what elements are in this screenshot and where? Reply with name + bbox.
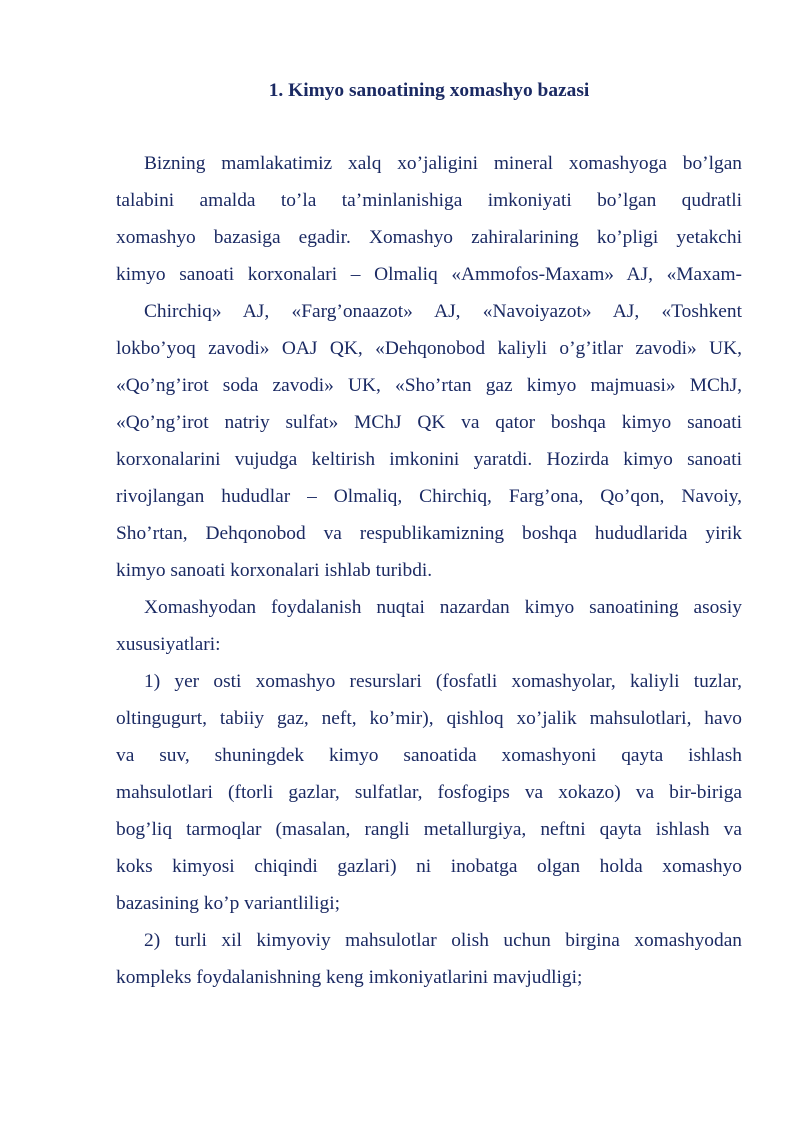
- text-line: va suv, shuningdek kimyo sanoatida xomashyoni qayta ishlash: [116, 745, 742, 766]
- text-line: bog’liq tarmoqlar (masalan, rangli metallurgiya, neftni qayta ishlash va: [116, 819, 742, 840]
- text-line: xususiyatlari:: [116, 634, 221, 655]
- text-line: talabini amalda to’la ta’minlanishiga imkoniyati bo’lgan qudratli: [116, 190, 742, 211]
- text-line: 2) turli xil kimyoviy mahsulotlar olish uchun birgina xomashyodan: [144, 930, 742, 951]
- section-title: 1. Kimyo sanoatining xomashyo bazasi: [268, 80, 590, 101]
- text-line: oltingugurt, tabiiy gaz, neft, ko’mir), qishloq xo’jalik mahsulotlari, havo: [116, 708, 742, 729]
- text-line: bazasining ko’p variantliligi;: [116, 893, 341, 914]
- text-line: kompleks foydalanishning keng imkoniyatlarini mavjudligi;: [116, 967, 583, 988]
- text-line: korxonalarini vujudga keltirish imkonini yaratdi. Hozirda kimyo sanoati: [116, 449, 742, 470]
- text-line: xomashyo bazasiga egadir. Xomashyo zahiralarining ko’pligi yetakchi: [116, 227, 742, 248]
- text-line: koks kimyosi chiqindi gazlari) ni inobatga olgan holda xomashyo: [116, 856, 742, 877]
- text-line: «Qo’ng’irot soda zavodi» UK, «Sho’rtan gaz kimyo majmuasi» MChJ,: [116, 375, 742, 396]
- text-line: kimyo sanoati korxonalari ishlab turibdi.: [116, 560, 433, 581]
- text-line: Bizning mamlakatimiz xalq xo’jaligini mineral xomashyoga bo’lgan: [144, 153, 742, 174]
- text-line: mahsulotlari (ftorli gazlar, sulfatlar, fosfogips va xokazo) va bir-biriga: [116, 782, 742, 803]
- text-line: Chirchiq» AJ, «Farg’onaazot» AJ, «Navoiyazot» AJ, «Toshkent: [144, 301, 742, 322]
- text-line: Xomashyodan foydalanish nuqtai nazardan kimyo sanoatining asosiy: [144, 597, 742, 618]
- text-line: rivojlangan hududlar – Olmaliq, Chirchiq, Farg’ona, Qo’qon, Navoiy,: [116, 486, 742, 507]
- text-line: 1) yer osti xomashyo resurslari (fosfatli xomashyolar, kaliyli tuzlar,: [144, 671, 742, 692]
- text-line: lokbo’yoq zavodi» OAJ QK, «Dehqonobod kaliyli o’g’itlar zavodi» UK,: [116, 338, 742, 359]
- text-line: Sho’rtan, Dehqonobod va respublikamizning boshqa hududlarida yirik: [116, 523, 742, 544]
- text-line: kimyo sanoati korxonalari – Olmaliq «Ammofos-Maxam» AJ, «Maxam-: [116, 264, 742, 285]
- text-line: «Qo’ng’irot natriy sulfat» MChJ QK va qator boshqa kimyo sanoati: [116, 412, 742, 433]
- body-text: [116, 145, 742, 996]
